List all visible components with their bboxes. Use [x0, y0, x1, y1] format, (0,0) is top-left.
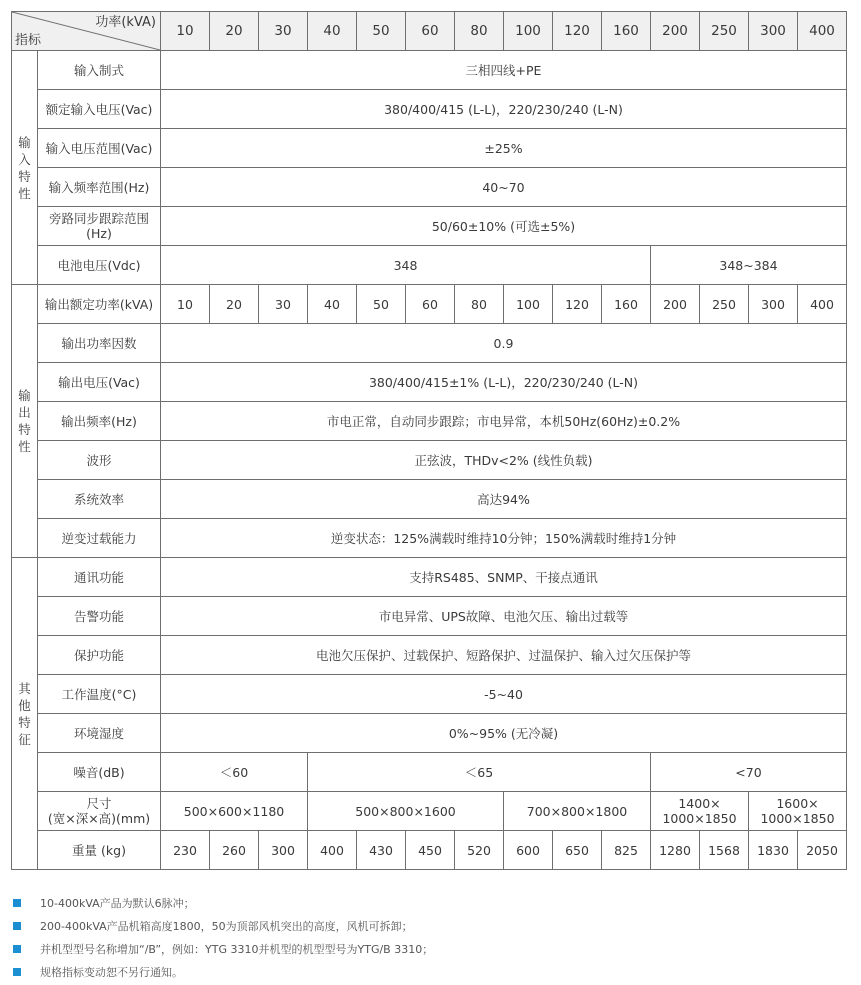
row-label: 输出额定功率(kVA) — [38, 285, 161, 324]
row-value: <70 — [651, 753, 847, 792]
row-value: 50/60±10% (可选±5%) — [161, 207, 847, 246]
rated-power-cell: 300 — [749, 285, 798, 324]
table-row — [12, 129, 847, 168]
rated-power-cell: 100 — [504, 285, 553, 324]
row-value: 700×800×1800 — [504, 792, 651, 831]
row-label: 系统效率 — [38, 480, 161, 519]
weight-cell: 260 — [210, 831, 259, 870]
capacity-header: 60 — [406, 12, 455, 51]
row-label: 输出电压(Vac) — [38, 363, 161, 402]
table-row — [12, 51, 847, 90]
rated-power-cell: 20 — [210, 285, 259, 324]
row-label: 输入电压范围(Vac) — [38, 129, 161, 168]
rated-power-cell: 30 — [259, 285, 308, 324]
row-label: 输入频率范围(Hz) — [38, 168, 161, 207]
row-label: 通讯功能 — [38, 558, 161, 597]
row-label: 尺寸 (宽×深×高)(mm) — [38, 792, 161, 831]
weight-cell: 300 — [259, 831, 308, 870]
capacity-header: 400 — [798, 12, 847, 51]
weight-cell: 230 — [161, 831, 210, 870]
table-row — [12, 792, 847, 831]
row-value: 500×600×1180 — [161, 792, 308, 831]
row-value: 348~384 — [651, 246, 847, 285]
row-value: 市电异常、UPS故障、电池欠压、输出过载等 — [161, 597, 847, 636]
rated-power-cell: 80 — [455, 285, 504, 324]
row-label: 保护功能 — [38, 636, 161, 675]
weight-cell: 1280 — [651, 831, 700, 870]
row-label: 输出功率因数 — [38, 324, 161, 363]
rated-power-cell: 50 — [357, 285, 406, 324]
capacity-header: 200 — [651, 12, 700, 51]
footnote-item: 并机型型号名称增加“/B”，例如：YTG 3310并机型的机型型号为YTG/B 3310； — [11, 938, 433, 961]
header-corner-cell — [12, 12, 161, 51]
weight-cell: 1568 — [700, 831, 749, 870]
row-label: 逆变过载能力 — [38, 519, 161, 558]
weight-cell: 400 — [308, 831, 357, 870]
square-bullet-icon — [13, 899, 21, 907]
table-row — [12, 324, 847, 363]
table-row — [12, 636, 847, 675]
capacity-header: 250 — [700, 12, 749, 51]
table-row — [12, 831, 847, 870]
row-label: 重量 (kg) — [38, 831, 161, 870]
capacity-header: 40 — [308, 12, 357, 51]
weight-cell: 450 — [406, 831, 455, 870]
table-row — [12, 246, 847, 285]
capacity-header: 20 — [210, 12, 259, 51]
row-label: 工作温度(°C) — [38, 675, 161, 714]
row-label: 电池电压(Vdc) — [38, 246, 161, 285]
square-bullet-icon — [13, 922, 21, 930]
rated-power-cell: 120 — [553, 285, 602, 324]
ups-spec-table — [11, 11, 847, 870]
row-value: 电池欠压保护、过载保护、短路保护、过温保护、输入过欠压保护等 — [161, 636, 847, 675]
row-label: 噪音(dB) — [38, 753, 161, 792]
capacity-header: 10 — [161, 12, 210, 51]
capacity-header: 160 — [602, 12, 651, 51]
row-value: 348 — [161, 246, 651, 285]
row-value: 1600× 1000×1850 — [749, 792, 847, 831]
row-label: 旁路同步跟踪范围(Hz) — [38, 207, 161, 246]
footnote-item: 10-400kVA产品为默认6脉冲； — [11, 892, 433, 915]
category-output: 输 出 特 性 — [12, 285, 38, 558]
footnote-item: 规格指标变动恕不另行通知。 — [11, 961, 433, 984]
row-value: ＜65 — [308, 753, 651, 792]
capacity-header: 300 — [749, 12, 798, 51]
row-value: 380/400/415±1% (L-L)，220/230/240 (L-N) — [161, 363, 847, 402]
row-value: -5~40 — [161, 675, 847, 714]
weight-cell: 600 — [504, 831, 553, 870]
table-row — [12, 363, 847, 402]
square-bullet-icon — [13, 945, 21, 953]
capacity-header: 50 — [357, 12, 406, 51]
weight-cell: 2050 — [798, 831, 847, 870]
row-value: 0.9 — [161, 324, 847, 363]
row-value: 500×800×1600 — [308, 792, 504, 831]
header-row — [12, 12, 847, 51]
row-value: ＜60 — [161, 753, 308, 792]
table-row — [12, 168, 847, 207]
table-row — [12, 285, 847, 324]
row-value: 1400× 1000×1850 — [651, 792, 749, 831]
table-row — [12, 675, 847, 714]
row-value: 市电正常，自动同步跟踪；市电异常，本机50Hz(60Hz)±0.2% — [161, 402, 847, 441]
row-value: 380/400/415 (L-L)，220/230/240 (L-N) — [161, 90, 847, 129]
row-value: 0%~95% (无冷凝) — [161, 714, 847, 753]
row-label: 输出频率(Hz) — [38, 402, 161, 441]
capacity-header: 120 — [553, 12, 602, 51]
row-label: 告警功能 — [38, 597, 161, 636]
rated-power-cell: 400 — [798, 285, 847, 324]
table-row — [12, 558, 847, 597]
footnote-item: 200-400kVA产品机箱高度1800，50为顶部风机突出的高度，风机可拆卸； — [11, 915, 433, 938]
weight-cell: 650 — [553, 831, 602, 870]
row-label: 波形 — [38, 441, 161, 480]
rated-power-cell: 200 — [651, 285, 700, 324]
row-label: 额定输入电压(Vac) — [38, 90, 161, 129]
rated-power-cell: 250 — [700, 285, 749, 324]
row-label: 输入制式 — [38, 51, 161, 90]
row-value: 正弦波，THDv<2% (线性负载) — [161, 441, 847, 480]
row-value: 高达94% — [161, 480, 847, 519]
row-value: 支持RS485、SNMP、干接点通讯 — [161, 558, 847, 597]
category-other: 其 他 特 征 — [12, 558, 38, 870]
rated-power-cell: 60 — [406, 285, 455, 324]
rated-power-cell: 40 — [308, 285, 357, 324]
table-row — [12, 207, 847, 246]
table-row — [12, 90, 847, 129]
table-row — [12, 441, 847, 480]
square-bullet-icon — [13, 968, 21, 976]
row-label: 环境湿度 — [38, 714, 161, 753]
table-row — [12, 519, 847, 558]
footnotes-list — [11, 892, 433, 984]
weight-cell: 430 — [357, 831, 406, 870]
power-header-label: 功率(kVA) — [95, 15, 156, 30]
row-value: 三相四线+PE — [161, 51, 847, 90]
rated-power-cell: 160 — [602, 285, 651, 324]
category-input: 输 入 特 性 — [12, 51, 38, 285]
row-value: ±25% — [161, 129, 847, 168]
table-row — [12, 480, 847, 519]
row-value: 40~70 — [161, 168, 847, 207]
capacity-header: 30 — [259, 12, 308, 51]
capacity-header: 100 — [504, 12, 553, 51]
weight-cell: 520 — [455, 831, 504, 870]
index-header-label: 指标 — [15, 33, 42, 48]
weight-cell: 1830 — [749, 831, 798, 870]
table-row — [12, 597, 847, 636]
table-row — [12, 402, 847, 441]
table-row — [12, 714, 847, 753]
table-row — [12, 753, 847, 792]
row-value: 逆变状态：125%满载时维持10分钟；150%满载时维持1分钟 — [161, 519, 847, 558]
weight-cell: 825 — [602, 831, 651, 870]
rated-power-cell: 10 — [161, 285, 210, 324]
capacity-header: 80 — [455, 12, 504, 51]
